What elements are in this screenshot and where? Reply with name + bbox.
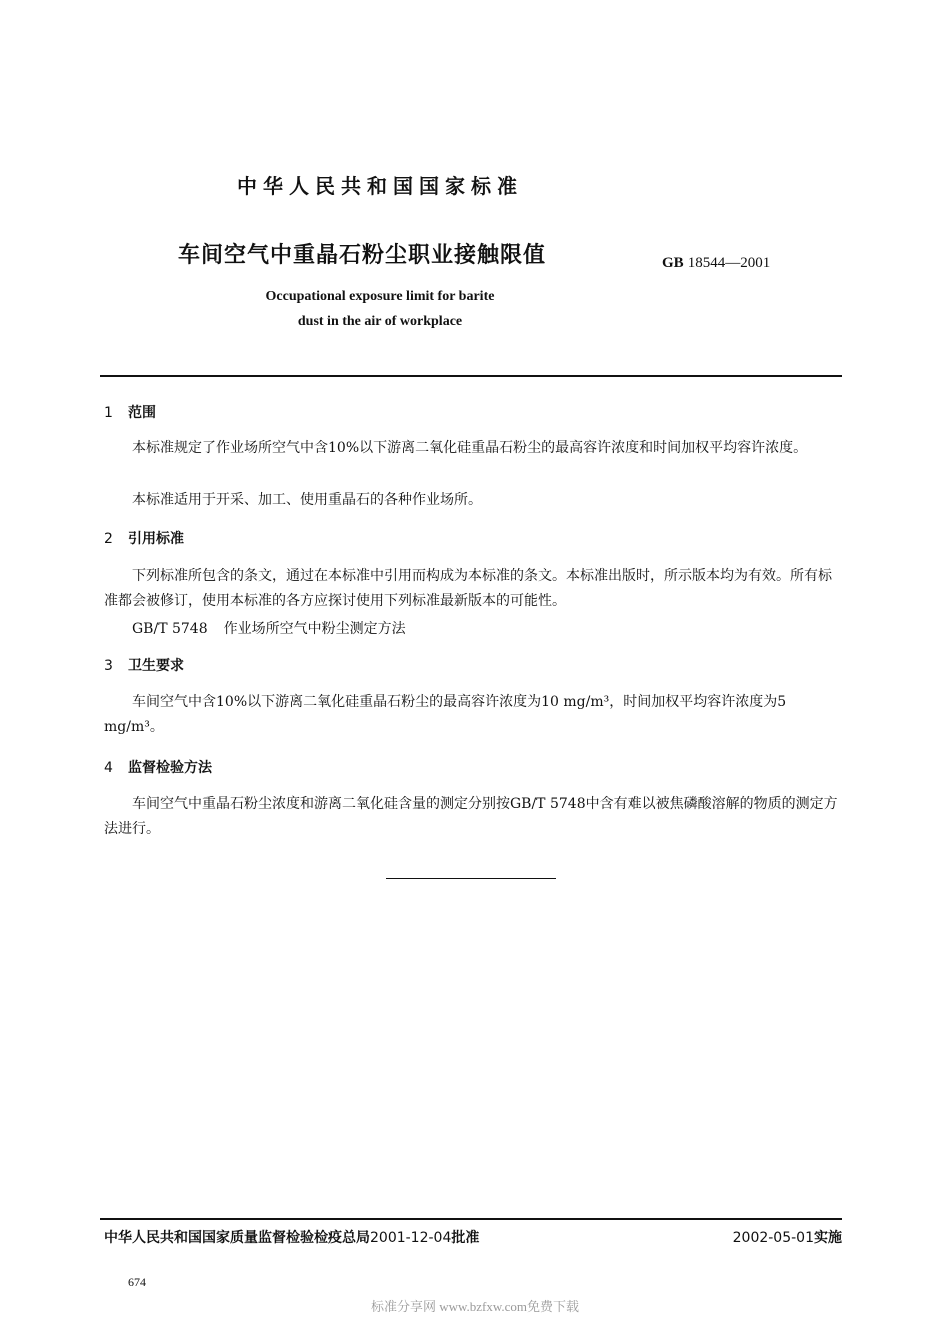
approval-statement bbox=[104, 1227, 479, 1247]
paragraph-text: 本标准规定了作业场所空气中含10%以下游离二氧化硅重晶石粉尘的最高容许浓度和时间加权平均容许浓度。 bbox=[132, 440, 808, 456]
effective-label: 实施 bbox=[814, 1230, 842, 1246]
page-number: 674 bbox=[128, 1275, 146, 1289]
approval-date: 2001-12-04 bbox=[370, 1230, 452, 1246]
section-heading-references bbox=[104, 528, 184, 548]
english-title-line-2: dust in the air of workplace bbox=[297, 314, 463, 329]
section-heading-inspection bbox=[104, 757, 212, 777]
watermark-text: 标准分享网 www.bzfxw.com免费下载 bbox=[370, 1299, 580, 1314]
section-title: 引用标准 bbox=[128, 531, 184, 547]
document-title: 车间空气中重晶石粉尘职业接触限值 bbox=[178, 243, 547, 268]
section-title: 卫生要求 bbox=[128, 658, 184, 674]
section-title: 范围 bbox=[128, 405, 156, 421]
scope-paragraph-1 bbox=[104, 436, 842, 461]
header-divider bbox=[100, 375, 842, 377]
section-number: 4 bbox=[104, 760, 113, 776]
section-number: 2 bbox=[104, 531, 113, 547]
section-title: 监督检验方法 bbox=[128, 760, 212, 776]
effective-statement bbox=[733, 1227, 842, 1247]
reference-title: 作业场所空气中粉尘测定方法 bbox=[223, 621, 406, 637]
section-heading-scope bbox=[104, 402, 156, 422]
paragraph-text: 下列标准所包含的条文，通过在本标准中引用而构成为本标准的条文。本标准出版时，所示版本均为有效。所有标准都会被修订，使用本标准的各方应探讨使用下列标准最新版本的可能性。 bbox=[104, 568, 832, 609]
paragraph-text: 本标准适用于开采、加工、使用重晶石的各种作业场所。 bbox=[132, 492, 482, 508]
english-title-line-1: Occupational exposure limit for barite bbox=[265, 289, 495, 304]
section-number: 1 bbox=[104, 405, 113, 421]
section-number: 3 bbox=[104, 658, 113, 674]
footer-divider bbox=[100, 1218, 842, 1220]
reference-code: GB/T 5748 bbox=[132, 621, 208, 637]
references-paragraph bbox=[104, 564, 842, 614]
scope-paragraph-2 bbox=[104, 488, 842, 513]
paragraph-text: 车间空气中重晶石粉尘浓度和游离二氧化硅含量的测定分别按GB/T 5748中含有难以被焦磷酸溶解的物质的测定方法进行。 bbox=[104, 796, 838, 837]
end-divider bbox=[386, 878, 556, 879]
approval-label: 批准 bbox=[451, 1230, 480, 1246]
section-heading-hygiene bbox=[104, 655, 184, 675]
effective-date: 2002-05-01 bbox=[732, 1230, 814, 1246]
reference-entry bbox=[132, 618, 406, 638]
national-standard-heading: 中华人民共和国国家标准 bbox=[237, 174, 523, 198]
standard-code bbox=[662, 255, 770, 272]
hygiene-paragraph bbox=[104, 690, 842, 740]
inspection-paragraph bbox=[104, 792, 842, 842]
standard-code-prefix: GB bbox=[662, 255, 684, 271]
standard-code-number: 18544—2001 bbox=[687, 255, 771, 271]
paragraph-text: 车间空气中含10%以下游离二氧化硅重晶石粉尘的最高容许浓度为10 mg/m³，时间加权平均容许浓度为5 mg/m³。 bbox=[104, 694, 787, 735]
issuing-authority: 中华人民共和国国家质量监督检验检疫总局 bbox=[104, 1230, 370, 1246]
